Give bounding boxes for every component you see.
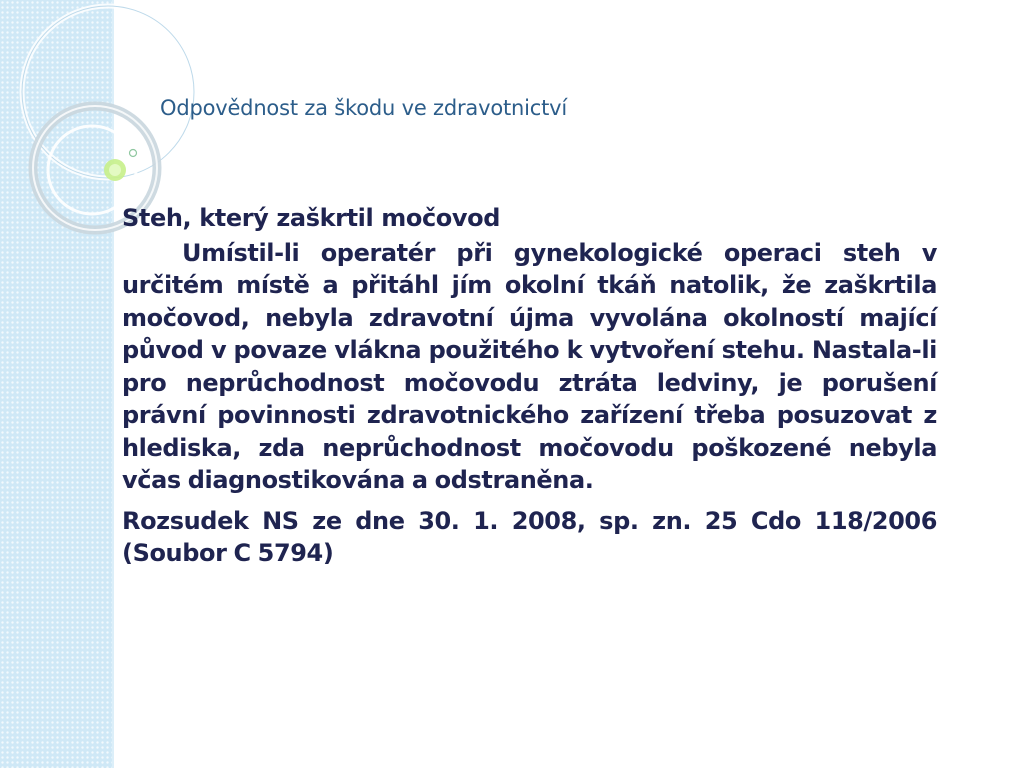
case-heading: Steh, který zaškrtil močovod — [122, 204, 500, 232]
case-paragraph: Umístil-li operatér při gynekologické operaci steh v určitém místě a přitáhl jím okolní tkáň natolik, že zaškrtila močovod, nebyla zdravotní újma vyvolána okolností mající původ v povaze vlákna použitého k vytvoření stehu. Nastala-li pro neprůchodnost močovodu ztráta ledviny, je porušení právní povinnosti zdravotnického zařízení třeba posuzovat z hlediska, zda neprůchodnost močovodu poškozené nebyla včas diagnostikována a odstraněna. — [122, 238, 937, 494]
court-citation: Rozsudek NS ze dne 30. 1. 2008, sp. zn. 25 Cdo 118/2006 (Soubor C 5794) — [122, 506, 937, 567]
slide-title: Odpovědnost za škodu ve zdravotnictví — [160, 96, 567, 120]
slide-body — [122, 202, 937, 570]
